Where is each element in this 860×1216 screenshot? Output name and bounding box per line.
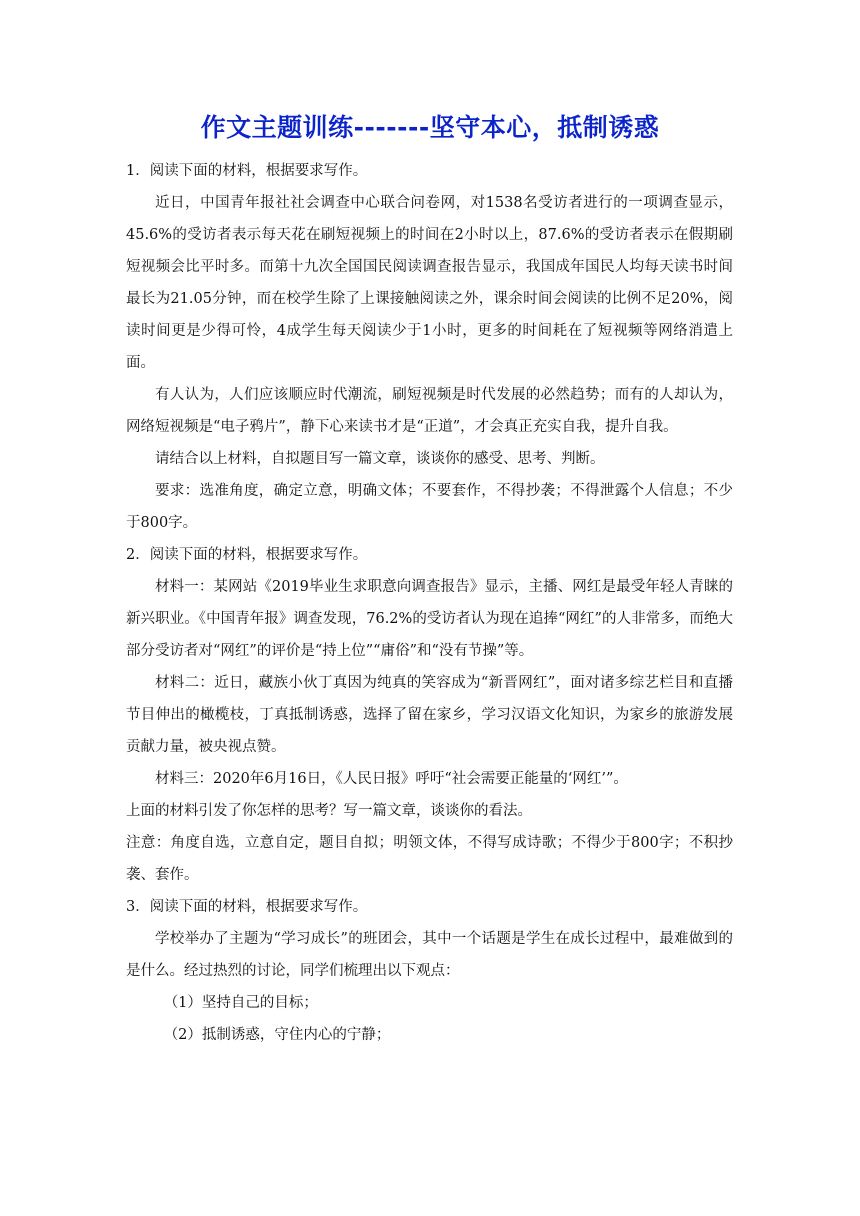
- question-3-viewpoint-2: （2）抵制诱惑，守住内心的宁静；: [163, 1027, 391, 1043]
- page-title: 作文主题训练-------坚守本心，抵制诱惑: [200, 113, 660, 142]
- question-2-material-one: 材料一：某网站《2019毕业生求职意向调查报告》显示，主播、网红是最受年轻人青睐的新兴职业。《中国青年报》调查发现，76.2%的受访者认为现在追捧“网红”的人非常多，而绝大部分受访者对“网红”的评价是“持上位”“庸俗”和“没有节操”等。: [126, 579, 733, 659]
- question-2-material-three: 材料三：2020年6月16日，《人民日报》呼吁“社会需要正能量的‘网红’”。: [155, 771, 628, 787]
- question-1-opinion-paragraph: 有人认为，人们应该顺应时代潮流，刷短视频是时代发展的必然趋势；而有的人却认为，网络短视频是“电子鸦片”，静下心来读书才是“正道”，才会真正充实自我，提升自我。: [126, 387, 733, 435]
- document-body: [126, 155, 733, 1051]
- question-2-heading: 2．阅读下面的材料，根据要求写作。: [126, 547, 368, 563]
- question-1-heading: 1．阅读下面的材料，根据要求写作。: [126, 163, 368, 179]
- question-3-viewpoint-1: （1）坚持自己的目标；: [163, 995, 318, 1011]
- question-1-material-paragraph: 近日，中国青年报社社会调查中心联合问卷网，对1538名受访者进行的一项调查显示，45.6%的受访者表示每天花在刷短视频上的时间在2小时以上，87.6%的受访者表示在假期刷短视频会比平时多。而第十九次全国国民阅读调查报告显示，我国成年国民人均每天读书时间最长为21.05分钟，而在校学生除了上课接触阅读之外，课余时间会阅读的比例不足20%，阅读时间更是少得可怜，4成学生每天阅读少于1小时，更多的时间耗在了短视频等网络消遣上面。: [126, 195, 733, 371]
- question-2-material-two: 材料二：近日，藏族小伙丁真因为纯真的笑容成为“新晋网红”，面对诸多综艺栏目和直播节目伸出的橄榄枝，丁真抵制诱惑，选择了留在家乡，学习汉语文化知识，为家乡的旅游发展贡献力量，被央视点赞。: [126, 675, 733, 755]
- question-2-prompt: 上面的材料引发了你怎样的思考？写一篇文章，谈谈你的看法。: [126, 803, 532, 819]
- question-3-material-paragraph: 学校举办了主题为“学习成长”的班团会，其中一个话题是学生在成长过程中，最难做到的是什么。经过热烈的讨论，同学们梳理出以下观点：: [126, 931, 733, 979]
- question-3-heading: 3．阅读下面的材料，根据要求写作。: [126, 899, 368, 915]
- question-1-instruction: 请结合以上材料，自拟题目写一篇文章，谈谈你的感受、思考、判断。: [155, 451, 605, 467]
- question-2-notes: 注意：角度自选，立意自定，题目自拟；明领文体，不得写成诗歌；不得少于800字；不积抄袭、套作。: [126, 835, 733, 883]
- question-1-requirements: 要求：选准角度，确定立意，明确文体；不要套作，不得抄袭；不得泄露个人信息；不少于800字。: [126, 483, 733, 531]
